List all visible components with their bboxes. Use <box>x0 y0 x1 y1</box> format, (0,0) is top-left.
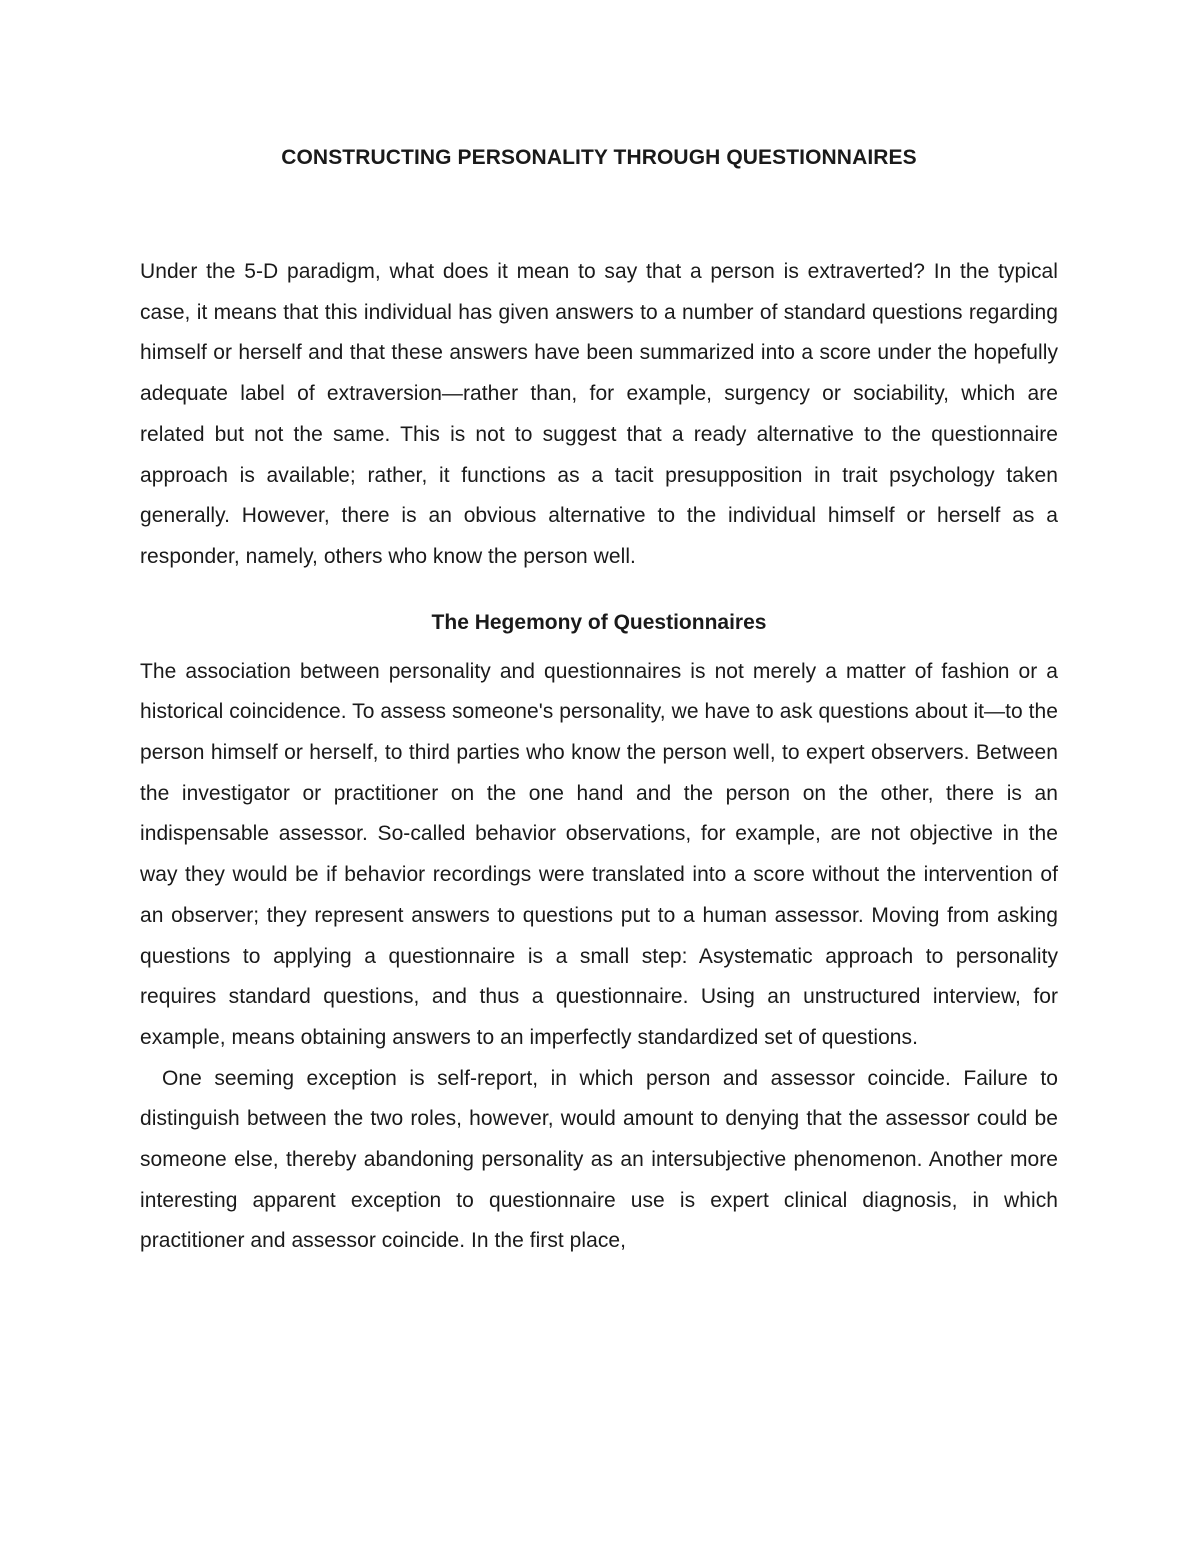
section-paragraph-2: One seeming exception is self-report, in which person and assessor coincide. Failure to distinguish between the two roles, however, would amount to denying that the assessor could be someone else, thereby abandoning personality as an intersubjective phenomenon. Another more interesting apparent exception to questionnaire use is expert clinical diagnosis, in which practitioner and assessor coincide. In the first place, <box>140 1066 1058 1253</box>
document-title: CONSTRUCTING PERSONALITY THROUGH QUESTIONNAIRES <box>281 146 917 169</box>
section-paragraph-1: The association between personality and questionnaires is not merely a matter of fashion or a historical coincidence. To assess someone's personality, we have to ask questions about it—to the person himself or herself, to third parties who know the person well, to expert observers. Between the investigator or practitioner on the one hand and the person on the other, there is an indispensable assessor. So-called behavior observations, for example, are not objective in the way they would be if behavior recordings were translated into a score without the intervention of an observer; they represent answers to questions put to a human assessor. Moving from asking questions to applying a questionnaire is a small step: Asystematic approach to personality requires standard questions, and thus a questionnaire. Using an unstructured interview, for example, means obtaining answers to an imperfectly standardized set of questions. <box>140 659 1058 1049</box>
intro-paragraph: Under the 5-D paradigm, what does it mean to say that a person is extraverted? In the typical case, it means that this individual has given answers to a number of standard questions regarding himself or herself and that these answers have been summarized into a score under the hopefully adequate label of extraversion—rather than, for example, surgency or sociability, which are related but not the same. This is not to suggest that a ready alternative to the questionnaire approach is available; rather, it functions as a tacit presupposition in trait psychology taken generally. However, there is an obvious alternative to the individual himself or herself as a responder, namely, others who know the person well. <box>140 260 1058 568</box>
document-body <box>140 138 1058 1262</box>
section-heading: The Hegemony of Questionnaires <box>431 610 767 634</box>
